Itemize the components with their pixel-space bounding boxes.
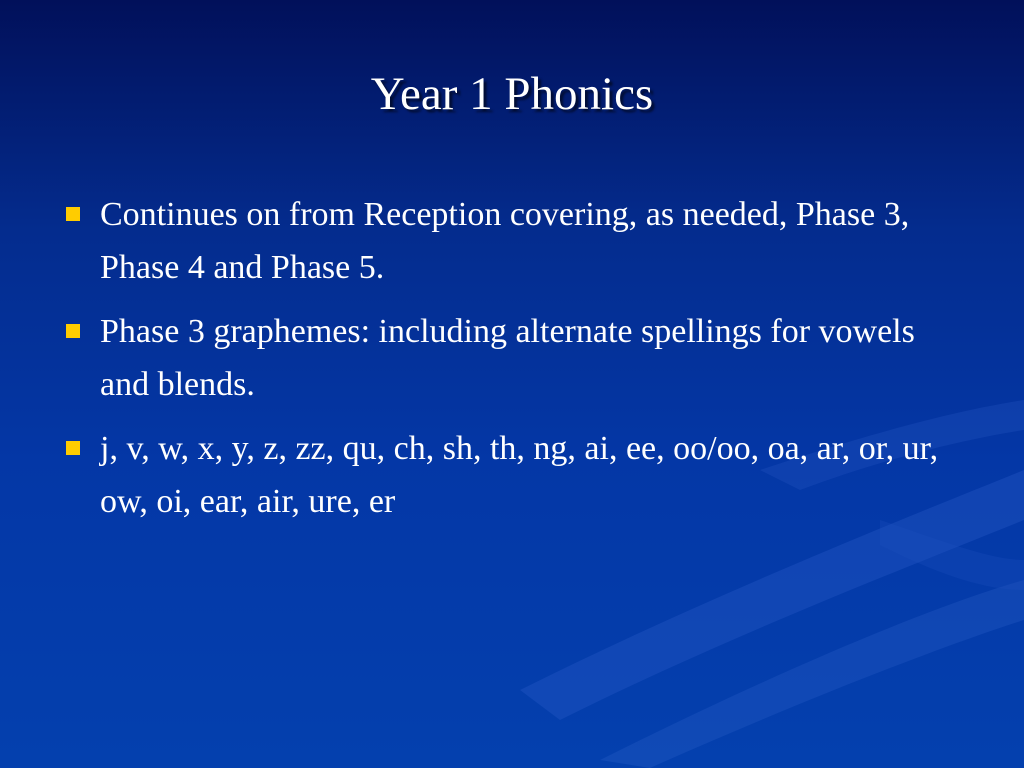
bullet-text: j, v, w, x, y, z, zz, qu, ch, sh, th, ng, ai, ee, oo/oo, oa, ar, or, ur, ow, oi, ear, air, ure, er [100,430,939,520]
bullet-text: Phase 3 graphemes: including alternate spellings for vowels and blends. [100,313,915,403]
square-bullet-icon [66,207,80,221]
square-bullet-icon [66,324,80,338]
bullet-list [62,188,962,539]
bullet-item [62,305,962,411]
bullet-item [62,188,962,294]
slide-title: Year 1 Phonics [370,68,654,120]
square-bullet-icon [66,441,80,455]
bullet-item [62,422,962,528]
bullet-text: Continues on from Reception covering, as needed, Phase 3, Phase 4 and Phase 5. [100,196,910,286]
